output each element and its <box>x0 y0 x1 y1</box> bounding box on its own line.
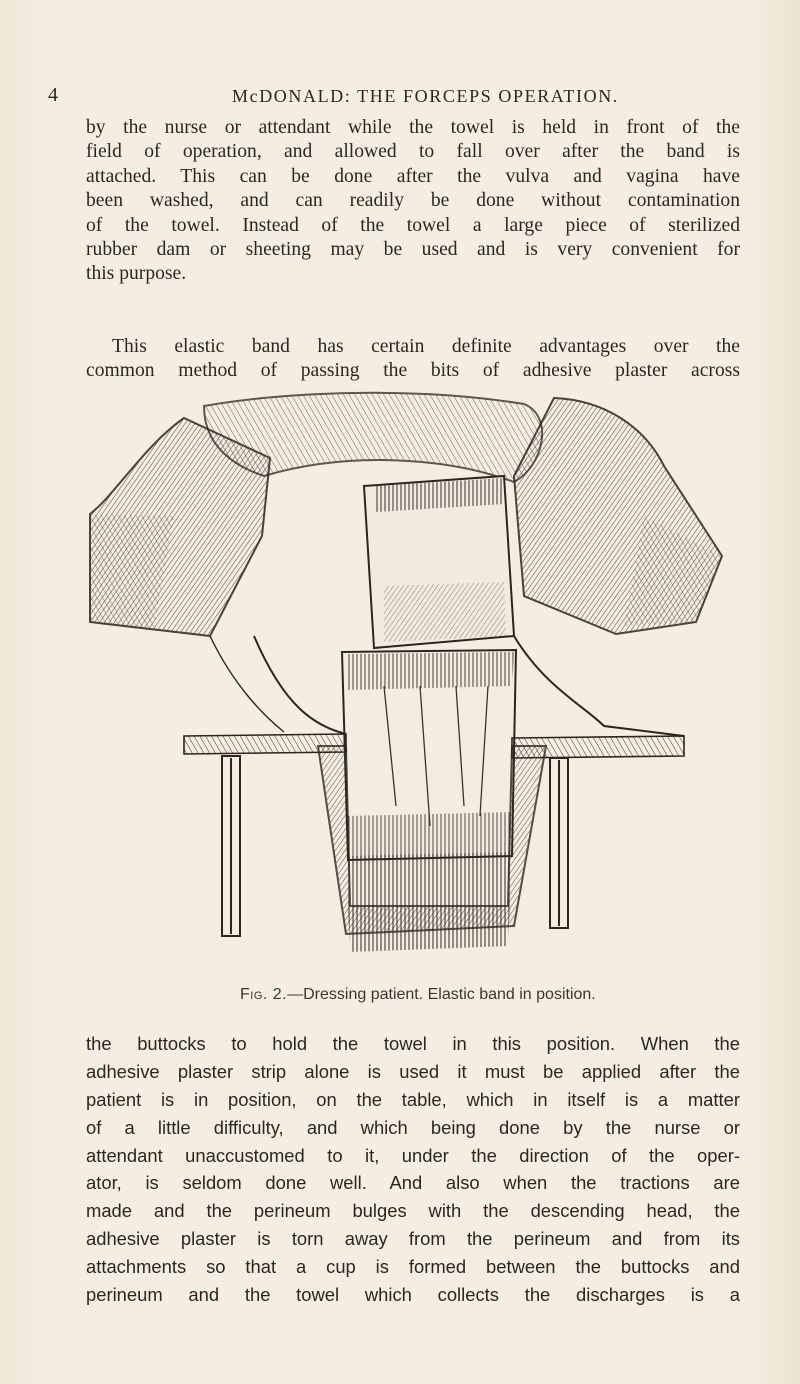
towel-shading <box>384 582 506 642</box>
second-paragraph <box>86 335 740 384</box>
caption-label: Fig. 2. <box>240 986 288 1003</box>
bottom-paragraph <box>86 1030 740 1309</box>
text-line: by the nurse or attendant while the towel is held in front of the <box>86 117 740 138</box>
text-line: of the towel. Instead of the towel a large piece of sterilized <box>86 214 740 236</box>
figure-illustration <box>84 386 744 972</box>
left-table-edge <box>184 734 346 754</box>
text-line: perineum and the towel which collects the discharges is a <box>86 1284 740 1306</box>
text-line: attachments so that a cup is formed between the buttocks and <box>86 1256 740 1278</box>
upper-sheet <box>204 393 542 482</box>
dressing-illustration <box>84 386 744 972</box>
page-header <box>48 84 748 110</box>
left-buttock-outline <box>254 636 346 734</box>
running-head: McDONALD: THE FORCEPS OPERATION. <box>232 86 619 106</box>
top-paragraph <box>86 116 740 287</box>
towel-top-band <box>346 652 514 690</box>
text-line: adhesive plaster is torn away from the perineum and from its <box>86 1228 740 1250</box>
text-line: patient is in position, on the table, which in itself is a matter <box>86 1088 740 1110</box>
text-line: rubber dam or sheeting may be used and is very convenient for <box>86 238 740 260</box>
caption-text: —Dressing patient. Elastic band in position. <box>287 986 596 1003</box>
text-line: field of operation, and allowed to fall over after the band is <box>86 141 740 163</box>
text-line: adhesive plaster strip alone is used it must be applied after the <box>86 1060 740 1082</box>
right-table-edge <box>512 736 684 758</box>
text-line: been washed, and can readily be done without contamination <box>86 190 740 212</box>
text-line: ator, is seldom done well. And also when the tractions are <box>86 1172 740 1194</box>
text-line: attendant unaccustomed to it, under the direction of the oper- <box>86 1144 740 1166</box>
page-number: 4 <box>48 84 59 106</box>
funnel-spout <box>346 852 512 952</box>
text-line: common method of passing the bits of adhesive plaster across <box>86 360 740 382</box>
right-buttock-outline <box>514 636 684 736</box>
text-line: This elastic band has certain definite advantages over the <box>112 336 740 357</box>
text-line: this purpose. <box>86 263 187 285</box>
figure-caption <box>240 986 700 1004</box>
text-line: made and the perineum bulges with the descending head, the <box>86 1200 740 1222</box>
text-line: attached. This can be done after the vulva and vagina have <box>86 165 740 187</box>
text-line: of a little difficulty, and which being done by the nurse or <box>86 1116 740 1138</box>
text-line: the buttocks to hold the towel in this position. When the <box>86 1033 740 1054</box>
